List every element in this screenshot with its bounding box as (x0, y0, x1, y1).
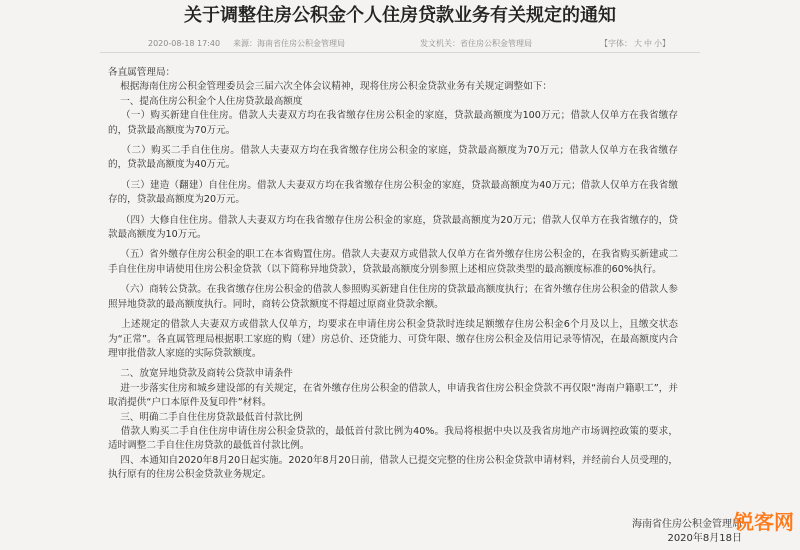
signature-block (632, 518, 742, 546)
article-body (108, 66, 678, 483)
paragraph: 四、本通知自2020年8月20日起实施。2020年8月20日前，借款人已提交完整的住房公积金贷款申请材料，并经前台人员受理的，执行原有的住房公积金贷款业务规定。 (108, 454, 679, 481)
source-label: 来源：海南省住房公积金管理局 (233, 39, 345, 48)
paragraph: 根据海南住房公积金管理委员会三届六次全体会议精神，现将住房公积金贷款业务有关规定调整如下： (108, 81, 552, 93)
paragraph: （二）购买二手自住住房。借款人夫妻双方均在我省缴存住房公积金的家庭，贷款最高额度为70万元；借款人仅单方在我省缴存的，贷款最高额度为40万元。 (108, 145, 678, 171)
font-small-button[interactable]: 小 (654, 39, 662, 48)
publish-date: 2020-08-18 17:40 (148, 39, 221, 48)
paragraph: （三）建造（翻建）自住住房。借款人夫妻双方均在我省缴存住房公积金的家庭，贷款最高额度为40万元；借款人仅单方在我省缴存的，贷款最高额度为20万元。 (108, 179, 678, 206)
paragraph: （六）商转公贷款。在我省缴存住房公积金的借款人参照购买新建自住住房的贷款最高额度执行；在省外缴存住房公积金的借款人参照异地贷款的最高额度执行。同时，商转公贷款额度不得超过原商业贷款余额。 (108, 284, 679, 310)
signature-org: 海南省住房公积金管理局 (632, 519, 742, 530)
signature-date: 2020年8月18日 (667, 533, 742, 544)
font-size-control (600, 34, 670, 54)
paragraph: （五）省外缴存住房公积金的职工在本省购置住房。借款人夫妻双方或借款人仅单方在省外缴存住房公积金的，在我省购买新建或二手自住住房申请使用住房公积金贷款（以下简称异地贷款），贷款最高额度分别参照上述相应贷款类型的最高额度标准的60%执行。 (108, 249, 679, 275)
article-meta (0, 34, 800, 54)
font-medium-button[interactable]: 中 (644, 39, 652, 48)
header-divider (100, 52, 700, 53)
section-heading: 一、提高住房公积金个人住房贷款最高额度 (108, 95, 303, 107)
watermark-logo: 锐客网 (734, 510, 794, 534)
paragraph: （四）大修自住住房。借款人夫妻双方均在我省缴存住房公积金的家庭，贷款最高额度为20万元；借款人仅单方在我省缴存的，贷款最高额度为10万元。 (108, 214, 678, 241)
issuer-label: 发文机关：省住房公积金管理局 (420, 39, 532, 48)
font-size-label: 【字体： (600, 39, 632, 48)
salutation: 各直属管理局： (108, 67, 176, 78)
section-heading: 三、明确二手自住住房贷款最低首付款比例 (108, 411, 303, 423)
paragraph: 上述规定的借款人夫妻双方或借款人仅单方，均要求在申请住房公积金贷款时连续足额缴存住房公积金6个月及以上，且缴交状态为“正常”。各直属管理局根据职工家庭的购（建）房总价、还贷能力、可贷年限、缴存住房公积金及信用记录等情况，在最高额度内合理审批借款人家庭的实际贷款额度。 (108, 319, 678, 359)
font-size-end: 】 (662, 39, 670, 48)
paragraph: （一）购买新建自住住房。借款人夫妻双方均在我省缴存住房公积金的家庭，贷款最高额度为100万元；借款人仅单方在我省缴存的，贷款最高额度为70万元。 (108, 110, 679, 136)
font-large-button[interactable]: 大 (634, 39, 642, 48)
paragraph: 借款人购买二手自住住房申请住房公积金贷款的，最低首付款比例为40%。我局将根据中央以及我省房地产市场调控政策的要求，适时调整二手自住住房贷款的最低首付款比例。 (108, 425, 678, 452)
section-heading: 二、放宽异地贷款及商转公贷款申请条件 (108, 368, 293, 380)
paragraph: 进一步落实住房和城乡建设部的有关规定，在省外缴存住房公积金的借款人，申请我省住房公积金贷款不再仅限“海南户籍职工”，并取消提供“户口本原件及复印件”材料。 (108, 382, 678, 409)
page-title: 关于调整住房公积金个人住房贷款业务有关规定的通知 (184, 5, 616, 26)
